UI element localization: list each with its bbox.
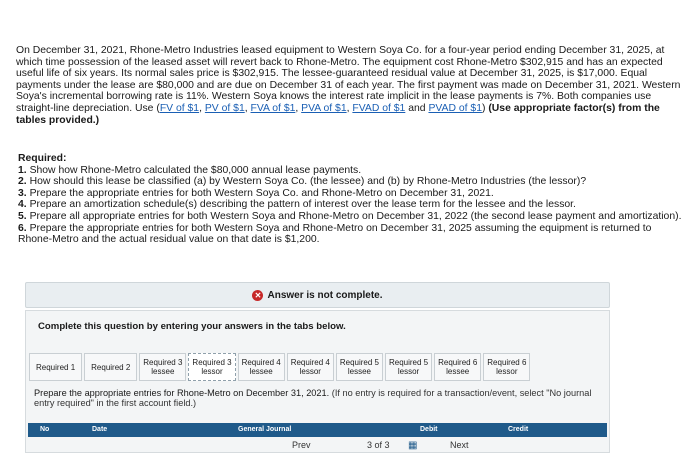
link-fvad-of-1[interactable]: FVAD of $1 bbox=[352, 102, 406, 114]
col-credit: Credit bbox=[508, 426, 529, 433]
col-date: Date bbox=[92, 426, 108, 433]
answer-status-text: Answer is not complete. bbox=[267, 289, 383, 301]
tab-required-6-lessor[interactable]: Required 6 lessor bbox=[483, 353, 530, 381]
grid-icon[interactable]: ▦ bbox=[408, 440, 418, 451]
tab-required-6-lessee[interactable]: Required 6 lessee bbox=[434, 353, 481, 381]
tab-required-3-lessee[interactable]: Required 3 lessee bbox=[139, 353, 186, 381]
link-pva-of-1[interactable]: PVA of $1 bbox=[301, 102, 347, 114]
factor-note: (Use appropriate factor(s) from the tables provided.) bbox=[16, 102, 660, 126]
journal-table-header bbox=[28, 423, 607, 437]
answer-panel bbox=[25, 310, 610, 453]
link-fva-of-1[interactable]: FVA of $1 bbox=[250, 102, 296, 114]
x-circle-icon: ✕ bbox=[252, 290, 263, 301]
required-item: 1. Show how Rhone-Metro calculated the $80,000 annual lease payments. bbox=[18, 164, 362, 176]
problem-statement: On December 31, 2021, Rhone-Metro Industries leased equipment to Western Soya Co. for a four-year period ending December 31, 2025, at which time possession of the leased asset will revert back to Rhone-Metro. The equipment cost Rhone-Metro $302,915 and has an expected useful life of six years. Its normal sales price is $302,915. The lessee-guaranteed residual value at December 31, 2025, is $17,000. Equal payments under the lease are $80,000 and are due on December 31 of each year. The first payment was made on December 31, 2021. Western Soya's incremental borrowing rate is 11%. Western Soya knows the interest rate implicit in the lease payments is 7%. Both companies use straight-line depreciation. Use (FV of $1, PV of $1, FVA of $1, PVA of $1, FVAD of $1 and PVAD of $1) (Use appropriate factor(s) from the tables provided.) bbox=[16, 45, 681, 126]
required-item: 3. Prepare the appropriate entries for both Western Soya Co. and Rhone-Metro on December 31, 2021. bbox=[18, 187, 494, 199]
answer-status-bar bbox=[25, 282, 610, 308]
required-item: 2. How should this lease be classified (a) by Western Soya Co. (the lessee) and (b) by Rhone-Metro Industries (the lessor)? bbox=[18, 176, 587, 188]
col-general-journal: General Journal bbox=[238, 426, 292, 433]
link-fv-of-1[interactable]: FV of $1 bbox=[159, 102, 200, 114]
page-indicator: 3 of 3 bbox=[367, 440, 390, 450]
link-pv-of-1[interactable]: PV of $1 bbox=[204, 102, 245, 114]
link-pvad-of-1[interactable]: PVAD of $1 bbox=[428, 102, 482, 114]
required-tabs bbox=[29, 353, 532, 381]
tab-required-5-lessee[interactable]: Required 5 lessee bbox=[336, 353, 383, 381]
prev-button[interactable]: Prev bbox=[292, 440, 311, 450]
next-button[interactable]: Next bbox=[450, 440, 469, 450]
prep-note: (If no entry is required for a transaction/event, select "No journal entry required" in the first account field.) bbox=[34, 388, 592, 409]
prep-instructions bbox=[34, 388, 604, 409]
tab-required-5-lessor[interactable]: Required 5 lessor bbox=[385, 353, 432, 381]
problem-text: On December 31, 2021, Rhone-Metro Industries leased equipment to Western Soya Co. for a four-year period ending December 31, 2025, at which time possession of the leased asset will revert back to Rhone-Metro. The equipment cost Rhone-Metro $302,915 and has an expected useful life of six years. Its normal sales price is $302,915. The lessee-guaranteed residual value at December 31, 2025, is $17,000. Equal payments under the lease are $80,000 and are due on December 31 of each year. The first payment was made on December 31, 2021. Western Soya's incremental borrowing rate is 11%. Western Soya knows the interest rate implicit in the lease payments is 7%. Both companies use straight-line depreciation. Use ( bbox=[16, 45, 681, 114]
required-item: 4. Prepare an amortization schedule(s) describing the pattern of interest over the lease term for the lessee and the lessor. bbox=[18, 199, 576, 211]
tab-required-4-lessee[interactable]: Required 4 lessee bbox=[238, 353, 285, 381]
tab-required-4-lessor[interactable]: Required 4 lessor bbox=[287, 353, 334, 381]
required-section bbox=[18, 153, 688, 246]
panel-instruction: Complete this question by entering your answers in the tabs below. bbox=[38, 321, 346, 332]
required-title: Required: bbox=[18, 153, 67, 164]
tab-required-1[interactable]: Required 1 bbox=[29, 353, 82, 381]
col-no: No bbox=[40, 426, 50, 433]
required-item: 5. Prepare all appropriate entries for both Western Soya and Rhone-Metro on December 31, 2022 (the second lease payment and amortization). bbox=[18, 210, 682, 222]
col-debit: Debit bbox=[420, 426, 438, 433]
required-item: 6. Prepare the appropriate entries for both Western Soya and Rhone-Metro on December 31, 2025 assuming the equipment is returned to Rhone-Metro and the actual residual value on that date is $1,200. bbox=[18, 222, 652, 246]
tab-required-3-lessor[interactable]: Required 3 lessor bbox=[188, 353, 235, 381]
prep-text: Prepare the appropriate entries for Rhone-Metro on December 31, 2021. bbox=[34, 388, 330, 398]
tab-required-2[interactable]: Required 2 bbox=[84, 353, 137, 381]
